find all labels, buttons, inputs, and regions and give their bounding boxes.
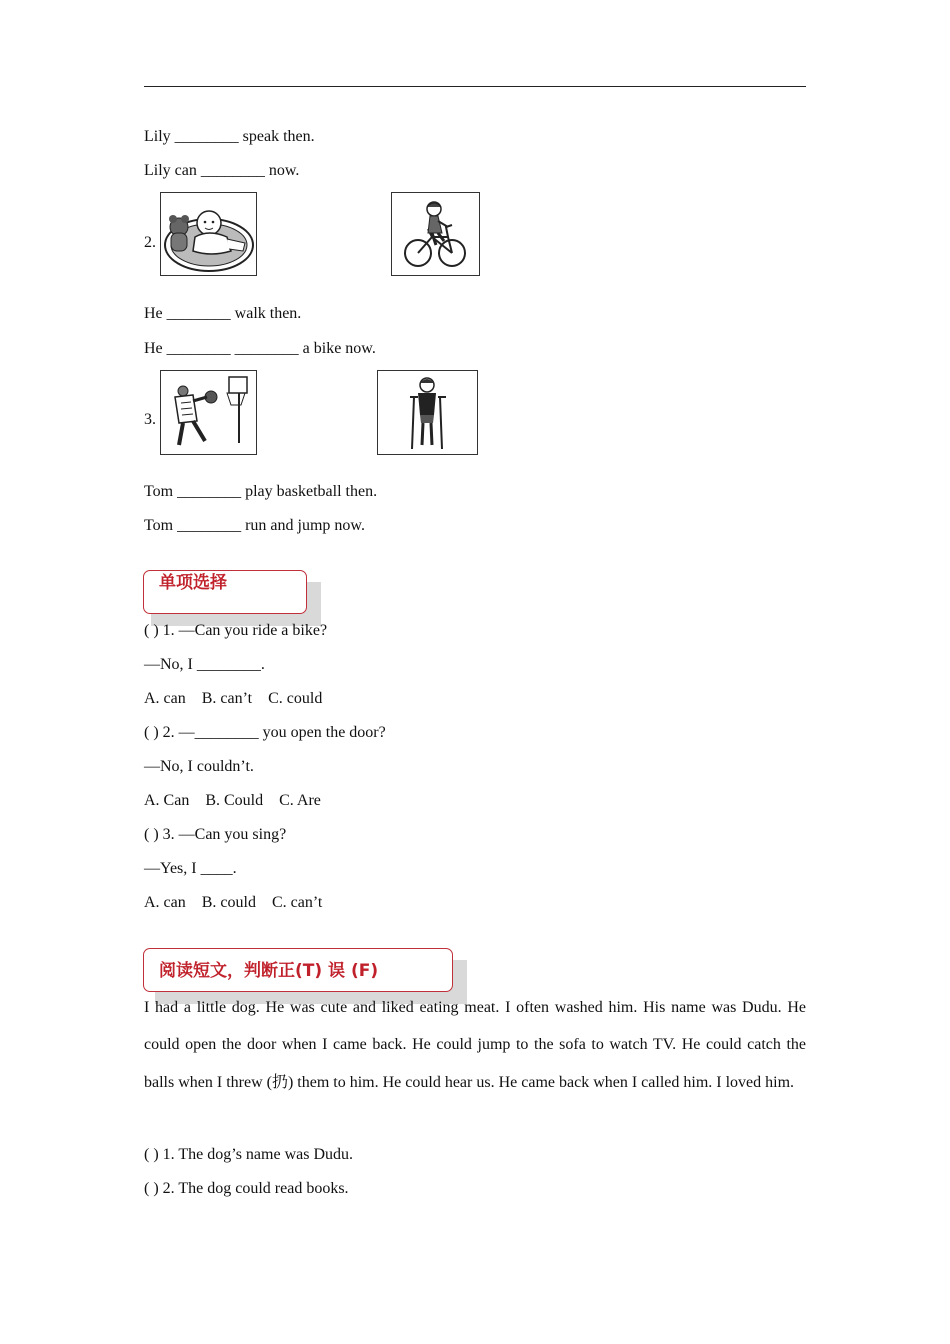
reading-q2: ( ) 2. The dog could read books. bbox=[144, 1180, 349, 1197]
line-he-now: He ________ ________ a bike now. bbox=[144, 340, 376, 357]
reading-q1: ( ) 1. The dog’s name was Dudu. bbox=[144, 1146, 353, 1163]
choice-q1: ( ) 1. —Can you ride a bike? bbox=[144, 622, 328, 639]
line-lily-now: Lily can ________ now. bbox=[144, 162, 300, 179]
basketball-picture bbox=[160, 370, 257, 455]
reading-passage: I had a little dog. He was cute and liked eating meat. I often washed him. His name was Dudu. He could open the door when I came back. He could jump to the sofa to watch TV. He could catch the balls when I threw (扔) them to him. He could hear us. He came back when I called him. I loved him. bbox=[144, 999, 806, 1091]
boy-bike-picture bbox=[391, 192, 480, 276]
choice-q3-options: A. can B. could C. can’t bbox=[144, 894, 323, 911]
choice-q3: ( ) 3. —Can you sing? bbox=[144, 826, 287, 843]
line-he-then: He ________ walk then. bbox=[144, 305, 302, 322]
boy-crutches-picture bbox=[377, 370, 478, 455]
section-reading-title: 阅读短文，判断正(T) 误 (F) bbox=[143, 948, 453, 992]
line-lily-then: Lily ________ speak then. bbox=[144, 128, 315, 145]
section-choice-title: 单项选择 bbox=[143, 570, 307, 614]
line-tom-now: Tom ________ run and jump now. bbox=[144, 517, 365, 534]
line-tom-then: Tom ________ play basketball then. bbox=[144, 483, 378, 500]
item-number-3: 3. bbox=[144, 411, 156, 428]
choice-q3-answer: —Yes, I ____. bbox=[144, 860, 237, 877]
baby-picture bbox=[160, 192, 257, 276]
choice-q2: ( ) 2. —________ you open the door? bbox=[144, 724, 386, 741]
choice-q2-options: A. Can B. Could C. Are bbox=[144, 792, 321, 809]
choice-q2-answer: —No, I couldn’t. bbox=[144, 758, 254, 775]
choice-q1-answer: —No, I ________. bbox=[144, 656, 265, 673]
choice-q1-options: A. can B. can’t C. could bbox=[144, 690, 323, 707]
item-number-2: 2. bbox=[144, 234, 156, 251]
header-rule bbox=[144, 86, 806, 87]
